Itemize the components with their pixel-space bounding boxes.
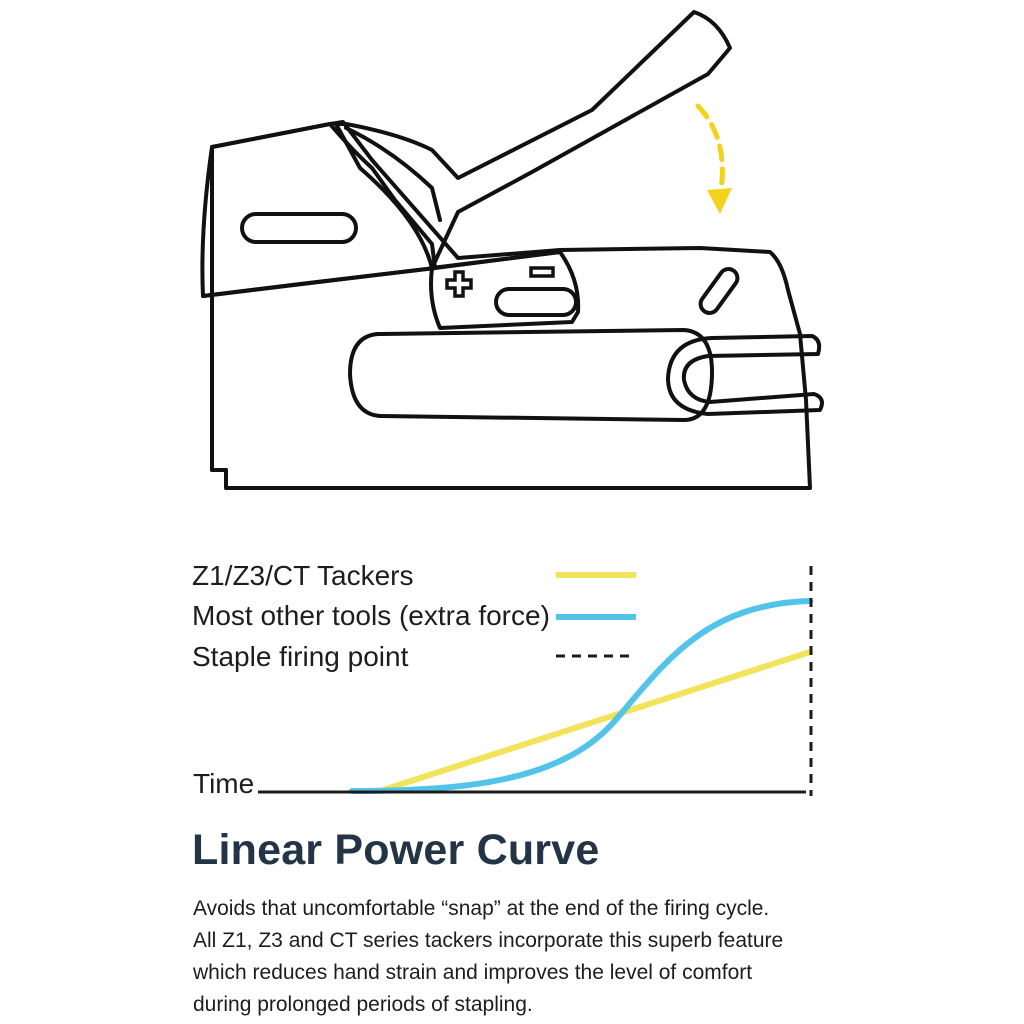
description (193, 893, 833, 1021)
legend-label-firing-point: Staple firing point (192, 641, 409, 672)
plus-icon (447, 272, 471, 296)
series-tackers-line (380, 652, 810, 791)
legend-label-other-tools: Most other tools (extra force) (192, 600, 550, 631)
grip-cutout (350, 330, 712, 420)
power-curve-chart (0, 540, 1024, 820)
description-line: Avoids that uncomfortable “snap” at the end of the firing cycle. (193, 897, 770, 920)
head-slot (242, 214, 356, 242)
legend-label-tackers: Z1/Z3/CT Tackers (192, 560, 414, 591)
minus-icon (531, 268, 553, 276)
curved-arrow-icon (698, 106, 732, 214)
description-line: All Z1, Z3 and CT series tackers incorporate this superb feature (193, 929, 784, 952)
time-axis-label: Time (193, 768, 255, 799)
staple-loop (668, 336, 822, 414)
description-line: which reduces hand strain and improves the level of comfort (193, 961, 753, 984)
staple-gun-lever (336, 12, 730, 268)
series-other-tools-line (352, 601, 810, 791)
description-line: during prolonged periods of stapling. (193, 993, 533, 1016)
headline: Linear Power Curve (192, 826, 600, 874)
release-slot (697, 265, 741, 316)
adjustment-slot (496, 289, 576, 315)
